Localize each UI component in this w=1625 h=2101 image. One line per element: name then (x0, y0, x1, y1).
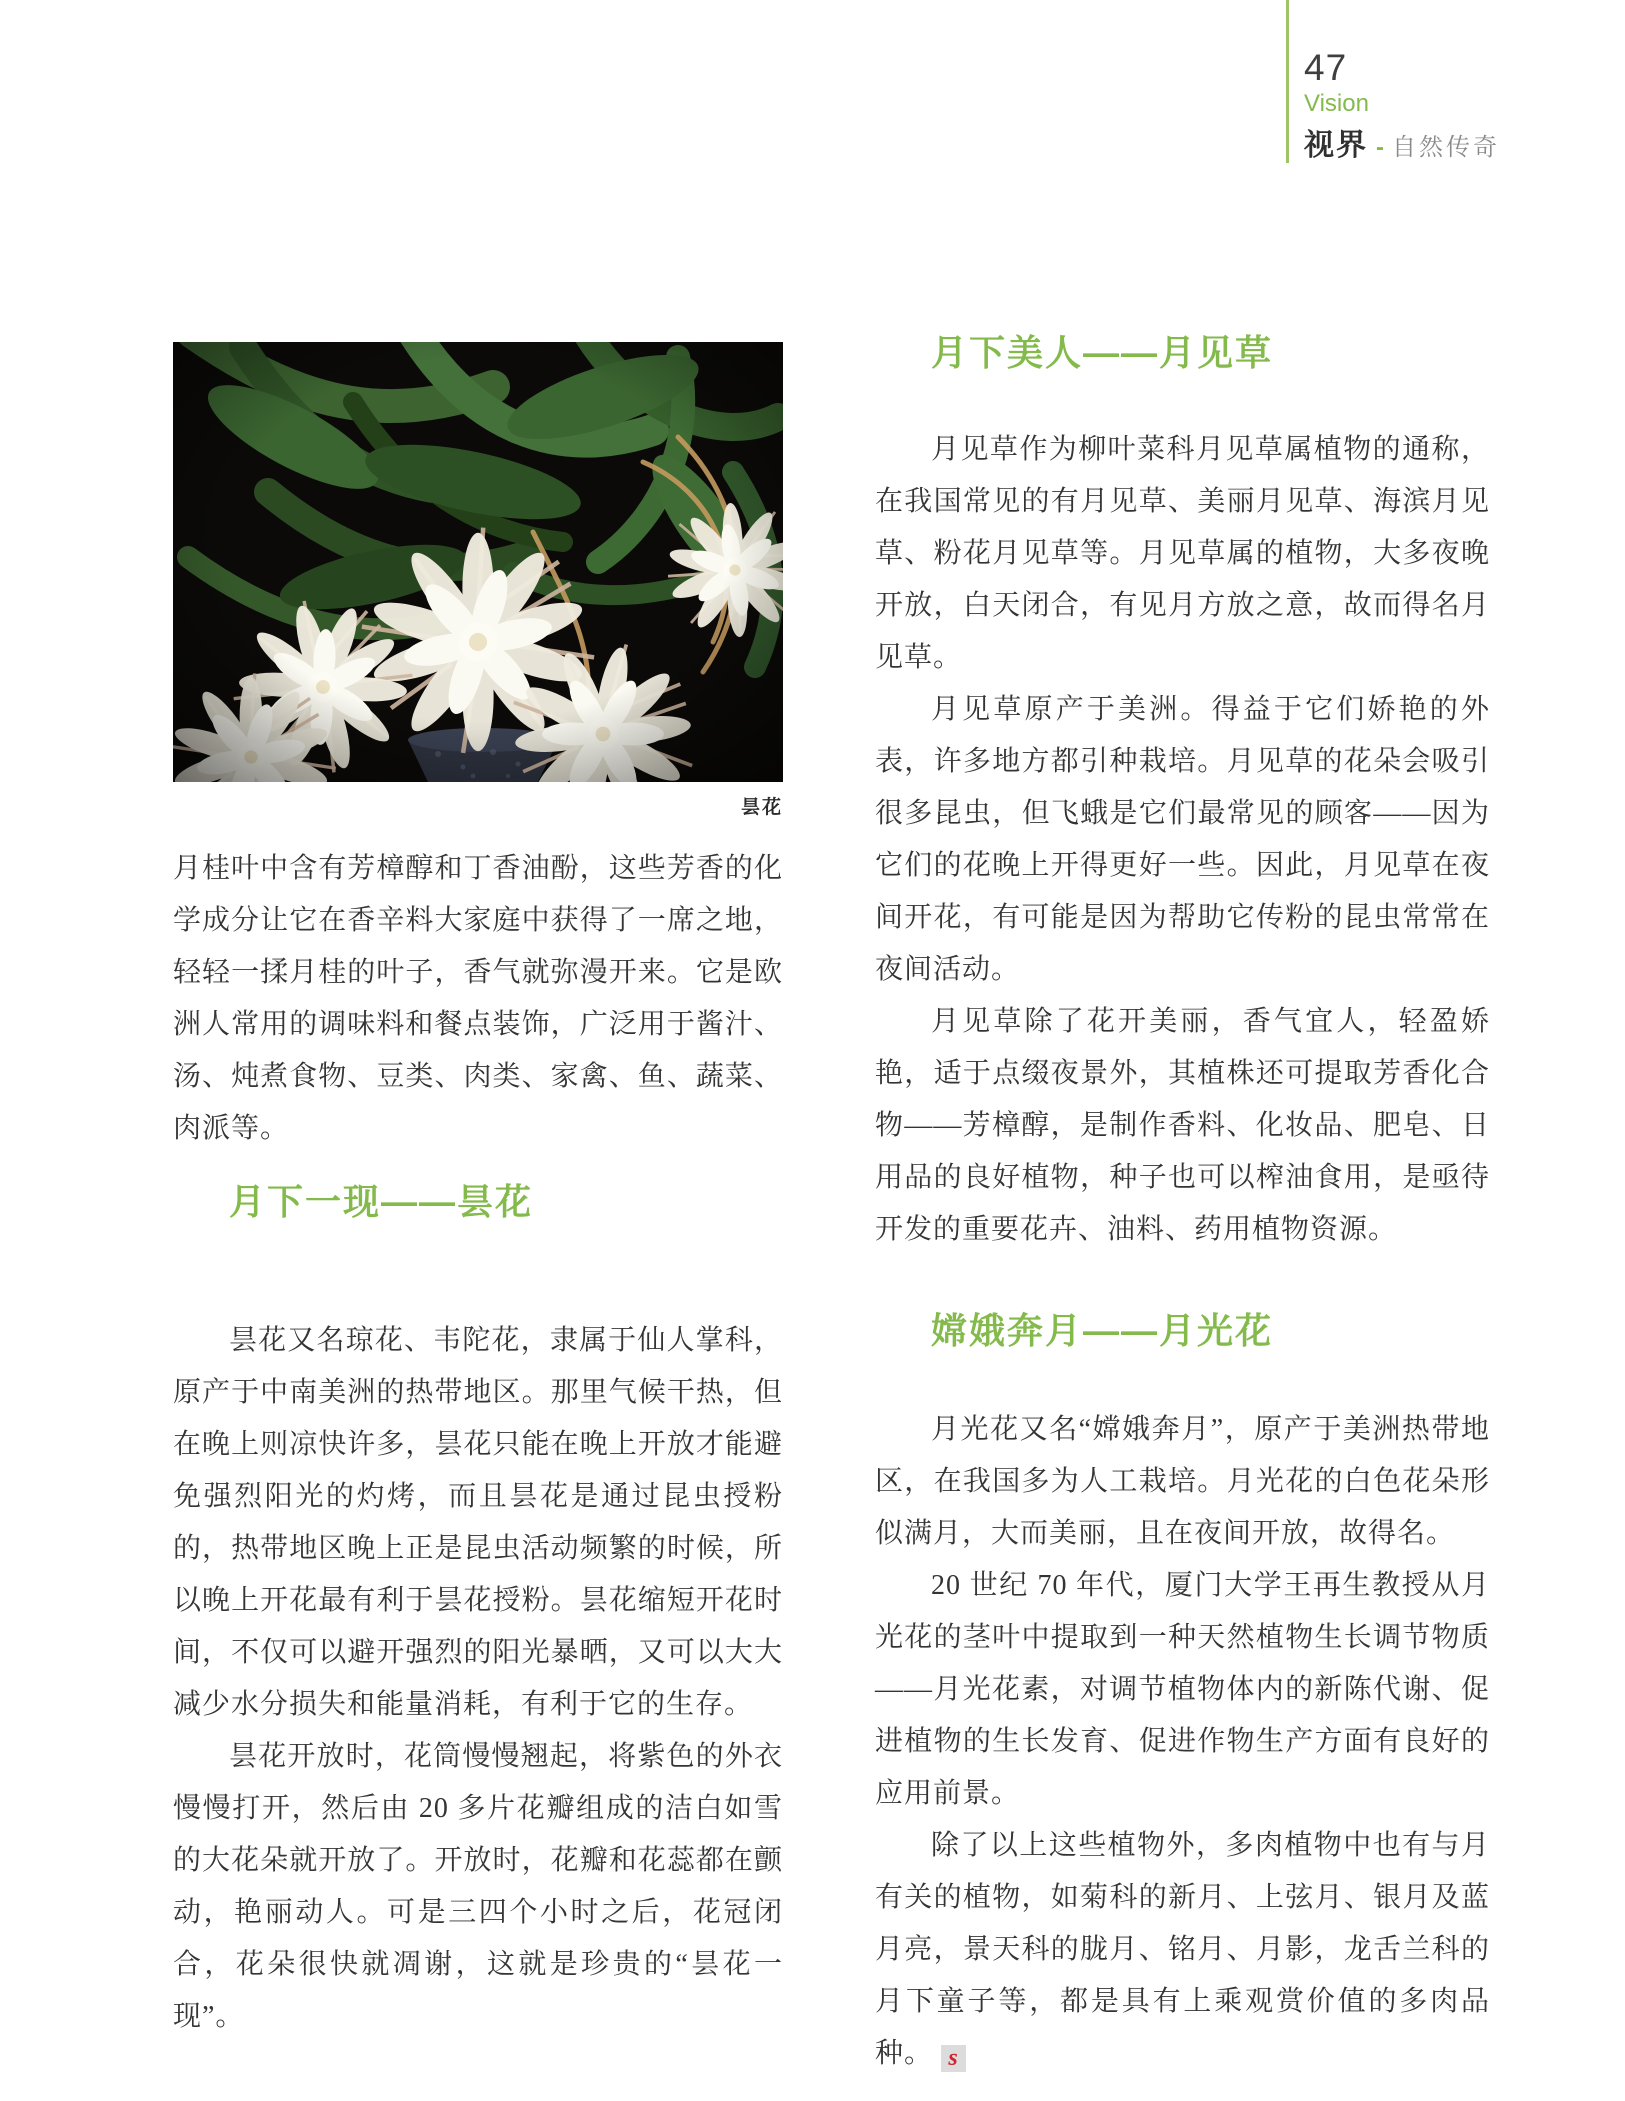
body-paragraph (875, 1820, 1490, 2080)
section-divider: - (1376, 134, 1384, 161)
section-heading-tanhua: 月下一现——昙花 (229, 1181, 534, 1222)
article-figure (173, 342, 783, 819)
page-number: 47 (1304, 47, 1348, 88)
body-paragraph: 月光花又名“嫦娥奔月”，原产于美洲热带地区，在我国多为人工栽培。月光花的白色花朵形似满月，大而美丽，且在夜间开放，故得名。 (875, 1414, 1490, 1549)
body-paragraph: 昙花又名琼花、韦陀花，隶属于仙人掌科，原产于中南美洲的热带地区。那里气候干热，但在晚上则凉快许多，昙花只能在晚上开放才能避免强烈阳光的灼烤，而且昙花是通过昆虫授粉的，热带地区晚上正是昆虫活动频繁的时候，所以晚上开花最有利于昙花授粉。昙花缩短开花时间，不仅可以避开强烈的阳光暴晒，又可以大大减少水分损失和能量消耗，有利于它的生存。 (173, 1325, 783, 1720)
header-accent-rule (1286, 0, 1289, 163)
body-paragraph: 月见草除了花开美丽，香气宜人，轻盈娇艳，适于点缀夜景外，其植株还可提取芳香化合物——芳樟醇，是制作香料、化妆品、肥皂、日用品的良好植物，种子也可以榨油食用，是亟待开发的重要花卉、油料、药用植物资源。 (875, 1006, 1490, 1245)
section-heading-yueguanghua: 嫦娥奔月——月光花 (931, 1310, 1274, 1351)
photo-caption: 昙花 (740, 797, 783, 818)
epiphyllum-photo (173, 342, 783, 782)
body-paragraph: 昙花开放时，花筒慢慢翘起，将紫色的外衣慢慢打开，然后由 20 多片花瓣组成的洁白如雪的大花朵就开放了。开放时，花瓣和花蕊都在颤动，艳丽动人。可是三四个小时之后，花冠闭合，花朵很快就凋谢，这就是珍贵的“昙花一现”。 (173, 1741, 783, 2032)
body-paragraph-text: 除了以上这些植物外，多肉植物中也有与月有关的植物，如菊科的新月、上弦月、银月及蓝月亮，景天科的胧月、铭月、月影，龙舌兰科的月下童子等，都是具有上乘观赏价值的多肉品种。 (875, 1830, 1490, 2069)
section-name-cn: 视界 (1304, 129, 1368, 162)
right-column (875, 330, 1490, 2080)
body-paragraph: 月见草作为柳叶菜科月见草属植物的通称，在我国常见的有月见草、美丽月见草、海滨月见草、粉花月见草等。月见草属的植物，大多夜晚开放，白天闭合，有见月方放之意，故而得名月见草。 (875, 434, 1490, 673)
left-column (173, 342, 783, 2043)
section-name-en: Vision (1304, 90, 1369, 117)
body-paragraph: 20 世纪 70 年代，厦门大学王再生教授从月光花的茎叶中提取到一种天然植物生长调节物质——月光花素，对调节植物体内的新陈代谢、促进植物的生长发育、促进作物生产方面有良好的应用前景。 (875, 1570, 1490, 1809)
article-end-icon: s (941, 2045, 966, 2072)
body-paragraph: 月见草原产于美洲。得益于它们娇艳的外表，许多地方都引种栽培。月见草的花朵会吸引很多昆虫，但飞蛾是它们最常见的顾客——因为它们的花晚上开得更好一些。因此，月见草在夜间开花，有可能是因为帮助它传粉的昆虫常常在夜间活动。 (875, 694, 1490, 985)
page-header (1304, 48, 1604, 164)
section-heading-yuejiancao: 月下美人——月见草 (931, 332, 1274, 373)
body-paragraph: 月桂叶中含有芳樟醇和丁香油酚，这些芳香的化学成分让它在香辛料大家庭中获得了一席之地，轻轻一揉月桂的叶子，香气就弥漫开来。它是欧洲人常用的调味料和餐点装饰，广泛用于酱汁、汤、炖煮食物、豆类、肉类、家禽、鱼、蔬菜、肉派等。 (173, 853, 783, 1144)
section-subtitle: 自然传奇 (1392, 134, 1500, 161)
